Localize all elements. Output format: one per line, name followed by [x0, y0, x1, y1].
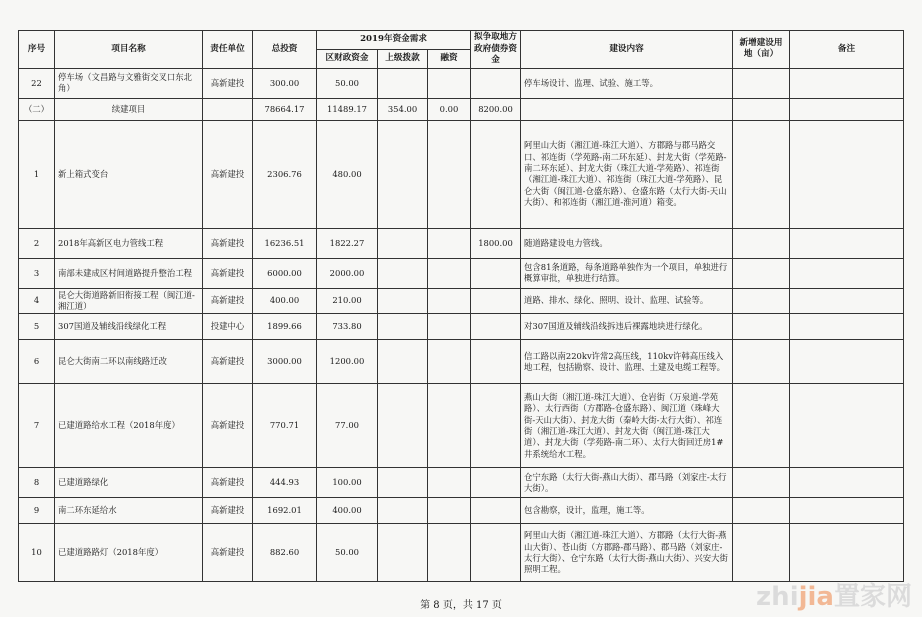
cell-responsible-unit: 高新建投: [203, 384, 253, 468]
cell-responsible-unit: 高新建投: [203, 468, 253, 498]
cell-seq: 4: [19, 288, 55, 314]
table-row: [19, 314, 904, 340]
cell-seq: 1: [19, 120, 55, 228]
cell-project-name: 停车场（文昌路与文雅街交叉口东北角）: [55, 68, 203, 98]
cell-financing: [428, 120, 471, 228]
header-content: 建设内容: [521, 31, 733, 69]
cell-project-name: 2018年高新区电力管线工程: [55, 228, 203, 258]
cell-construction-content: 随道路建设电力管线。: [521, 228, 733, 258]
cell-new-land: [733, 68, 790, 98]
table-row: [19, 228, 904, 258]
cell-responsible-unit: 高新建投: [203, 340, 253, 384]
table-row: [19, 68, 904, 98]
header-land: 新增建设用地（亩）: [733, 31, 790, 69]
cell-district-fund: 100.00: [317, 468, 378, 498]
cell-new-land: [733, 98, 790, 120]
cell-construction-content: 阿里山大街（湘江道-珠江大道）、方郡路与郡马路交口、祁连街（学苑路-南二环东延）、封龙大街（学苑路-南二环东延）、封龙大街（珠江大道-学苑路）、祁连街（湘江道-珠江大道）、祁连街（珠江大道-学苑路）、昆仑大街（闽江道-仓盛东路）、仓盛东路（太行大街-天山大街）、和祁连街（湘江道-淮河道）箱变。: [521, 120, 733, 228]
cell-superior-allocation: [378, 258, 428, 288]
cell-financing: [428, 228, 471, 258]
table-row: [19, 258, 904, 288]
header-unit: 责任单位: [203, 31, 253, 69]
cell-new-land: [733, 228, 790, 258]
cell-project-name: 已建道路给水工程（2018年度）: [55, 384, 203, 468]
cell-construction-content: 信工路以南220kv许常2高压线，110kv许韩高压线入地工程，包括勘察、设计、监理、土建及电缆工程等。: [521, 340, 733, 384]
cell-financing: 0.00: [428, 98, 471, 120]
cell-new-land: [733, 340, 790, 384]
cell-seq: 7: [19, 384, 55, 468]
cell-total-investment: 882.60: [253, 524, 317, 582]
cell-superior-allocation: [378, 68, 428, 98]
cell-seq: 3: [19, 258, 55, 288]
cell-construction-content: 仓宁东路（太行大街-燕山大街）、郡马路（刘家庄-太行大街）。: [521, 468, 733, 498]
table-row: [19, 288, 904, 314]
cell-construction-content: 燕山大街（湘江道-珠江大道）、仓岩街（万泉道-学苑路）、太行西街（方郡路-仓盛东路）、闽江道（珠峰大街-天山大街）、封龙大街（秦岭大街-太行大街）、祁连街（湘江道-珠江大道）、封龙大街（闽江道-珠江大道）、封龙大街（学苑路-南二环）、太行大街回迁房1#井系统给水工程。: [521, 384, 733, 468]
cell-total-investment: 300.00: [253, 68, 317, 98]
cell-bond-fund: [471, 258, 521, 288]
header-total: 总投资: [253, 31, 317, 69]
cell-seq: 8: [19, 468, 55, 498]
header-bond: 拟争取地方政府债券资金: [471, 31, 521, 69]
cell-bond-fund: [471, 384, 521, 468]
header-superior: 上级拨款: [378, 49, 428, 68]
cell-responsible-unit: 高新建投: [203, 288, 253, 314]
cell-responsible-unit: 高新建投: [203, 258, 253, 288]
cell-note: [790, 228, 904, 258]
cell-new-land: [733, 288, 790, 314]
cell-construction-content: 停车场设计、监理、试验、施工等。: [521, 68, 733, 98]
cell-district-fund: 210.00: [317, 288, 378, 314]
cell-district-fund: 1822.27: [317, 228, 378, 258]
cell-bond-fund: [471, 314, 521, 340]
cell-total-investment: 3000.00: [253, 340, 317, 384]
table-row: [19, 384, 904, 468]
cell-responsible-unit: [203, 98, 253, 120]
cell-bond-fund: [471, 498, 521, 524]
cell-project-name: 昆仑大街南二环以南线路迁改: [55, 340, 203, 384]
cell-total-investment: 770.71: [253, 384, 317, 468]
cell-superior-allocation: [378, 288, 428, 314]
cell-project-name: 南部未建成区村间道路提升整治工程: [55, 258, 203, 288]
cell-superior-allocation: [378, 120, 428, 228]
table-row: [19, 340, 904, 384]
cell-bond-fund: [471, 340, 521, 384]
cell-new-land: [733, 120, 790, 228]
cell-financing: [428, 258, 471, 288]
cell-responsible-unit: 高新建投: [203, 68, 253, 98]
table-row: [19, 120, 904, 228]
cell-financing: [428, 314, 471, 340]
cell-project-name: 新上箱式变台: [55, 120, 203, 228]
cell-responsible-unit: 投建中心: [203, 314, 253, 340]
header-name: 项目名称: [55, 31, 203, 69]
cell-new-land: [733, 384, 790, 468]
cell-note: [790, 258, 904, 288]
cell-superior-allocation: [378, 340, 428, 384]
cell-new-land: [733, 258, 790, 288]
cell-seq: 5: [19, 314, 55, 340]
cell-district-fund: 50.00: [317, 68, 378, 98]
cell-district-fund: 2000.00: [317, 258, 378, 288]
cell-bond-fund: 8200.00: [471, 98, 521, 120]
cell-seq: （二）: [19, 98, 55, 120]
cell-new-land: [733, 498, 790, 524]
cell-total-investment: 444.93: [253, 468, 317, 498]
budget-table: [18, 30, 904, 582]
cell-bond-fund: [471, 120, 521, 228]
header-seq: 序号: [19, 31, 55, 69]
cell-superior-allocation: [378, 384, 428, 468]
cell-project-name: 南二环东延给水: [55, 498, 203, 524]
cell-new-land: [733, 468, 790, 498]
cell-total-investment: 16236.51: [253, 228, 317, 258]
cell-superior-allocation: [378, 524, 428, 582]
cell-total-investment: 78664.17: [253, 98, 317, 120]
cell-bond-fund: 1800.00: [471, 228, 521, 258]
table-row: [19, 498, 904, 524]
cell-financing: [428, 288, 471, 314]
cell-financing: [428, 498, 471, 524]
cell-project-name: 307国道及辅线沿线绿化工程: [55, 314, 203, 340]
cell-bond-fund: [471, 524, 521, 582]
cell-responsible-unit: 高新建投: [203, 498, 253, 524]
cell-construction-content: 阿里山大街（湘江道-珠江大道）、方郡路（太行大街-燕山大街）、苍山街（方郡路-郡马路）、郡马路（刘家庄-太行大街）、仓宁东路（太行大街-燕山大街）、兴安大街照明工程。: [521, 524, 733, 582]
cell-note: [790, 314, 904, 340]
header-financing: 融资: [428, 49, 471, 68]
cell-seq: 22: [19, 68, 55, 98]
cell-district-fund: 733.80: [317, 314, 378, 340]
cell-total-investment: 6000.00: [253, 258, 317, 288]
cell-superior-allocation: [378, 498, 428, 524]
cell-financing: [428, 384, 471, 468]
cell-note: [790, 524, 904, 582]
cell-construction-content: 道路、排水、绿化、照明、设计、监理、试验等。: [521, 288, 733, 314]
cell-financing: [428, 524, 471, 582]
cell-district-fund: 400.00: [317, 498, 378, 524]
cell-district-fund: 1200.00: [317, 340, 378, 384]
cell-note: [790, 384, 904, 468]
table-row: [19, 468, 904, 498]
cell-seq: 2: [19, 228, 55, 258]
group-row: [19, 98, 904, 120]
cell-superior-allocation: [378, 228, 428, 258]
cell-construction-content: [521, 98, 733, 120]
cell-construction-content: 包含勘察，设计，监理，施工等。: [521, 498, 733, 524]
cell-district-fund: 11489.17: [317, 98, 378, 120]
cell-total-investment: 1692.01: [253, 498, 317, 524]
cell-note: [790, 68, 904, 98]
cell-financing: [428, 68, 471, 98]
cell-bond-fund: [471, 68, 521, 98]
cell-district-fund: 77.00: [317, 384, 378, 468]
cell-note: [790, 498, 904, 524]
cell-superior-allocation: [378, 468, 428, 498]
cell-construction-content: 包含81条道路，每条道路单独作为一个项目，单独进行概算审批，单独进行结算。: [521, 258, 733, 288]
header-district-fund: 区财政资金: [317, 49, 378, 68]
cell-superior-allocation: [378, 314, 428, 340]
header-note: 备注: [790, 31, 904, 69]
cell-total-investment: 400.00: [253, 288, 317, 314]
cell-district-fund: 480.00: [317, 120, 378, 228]
cell-new-land: [733, 314, 790, 340]
cell-note: [790, 468, 904, 498]
cell-note: [790, 120, 904, 228]
cell-total-investment: 2306.76: [253, 120, 317, 228]
cell-project-name: 已建道路绿化: [55, 468, 203, 498]
cell-note: [790, 340, 904, 384]
cell-note: [790, 288, 904, 314]
cell-responsible-unit: 高新建投: [203, 524, 253, 582]
cell-district-fund: 50.00: [317, 524, 378, 582]
cell-new-land: [733, 524, 790, 582]
cell-bond-fund: [471, 288, 521, 314]
cell-financing: [428, 468, 471, 498]
cell-note: [790, 98, 904, 120]
site-watermark-logo: zhijia置家网: [756, 582, 912, 612]
cell-seq: 6: [19, 340, 55, 384]
cell-project-name: 昆仑大街道路新旧衔接工程（闽江道-湘江道）: [55, 288, 203, 314]
cell-financing: [428, 340, 471, 384]
header-need-2019: 2019年资金需求: [317, 31, 471, 50]
table-row: [19, 524, 904, 582]
cell-project-name: 已建道路路灯（2018年度）: [55, 524, 203, 582]
page-number: 第 8 页，共 17 页: [420, 600, 502, 611]
cell-responsible-unit: 高新建投: [203, 120, 253, 228]
cell-construction-content: 对307国道及辅线沿线拆违后裸露地块进行绿化。: [521, 314, 733, 340]
cell-responsible-unit: 高新建投: [203, 228, 253, 258]
cell-project-name: 续建项目: [55, 98, 203, 120]
table-body: [19, 68, 904, 582]
cell-total-investment: 1899.66: [253, 314, 317, 340]
cell-seq: 9: [19, 498, 55, 524]
cell-seq: 10: [19, 524, 55, 582]
cell-superior-allocation: 354.00: [378, 98, 428, 120]
cell-bond-fund: [471, 468, 521, 498]
